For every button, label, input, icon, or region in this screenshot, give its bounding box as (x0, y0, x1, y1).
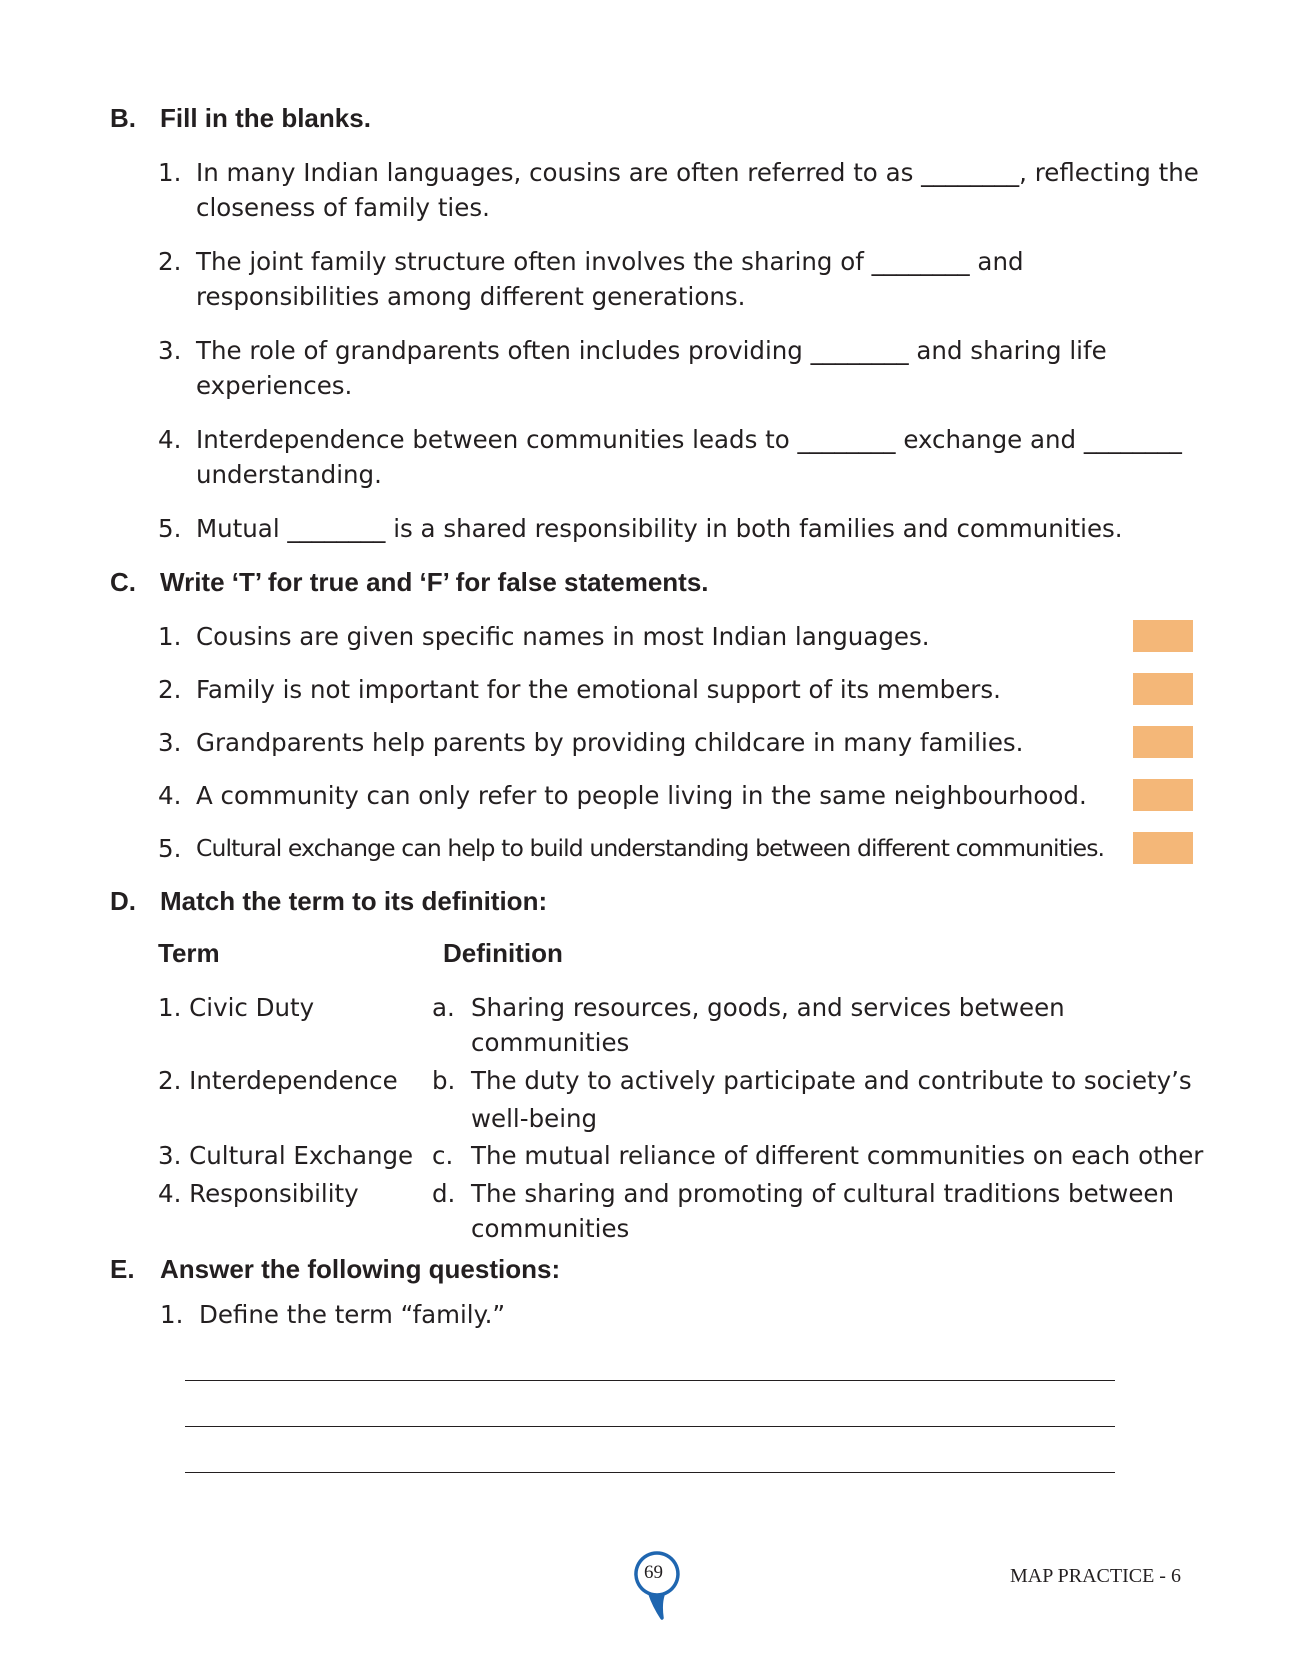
term-column-header: Term (158, 938, 220, 968)
definition-text-line1: The duty to actively participate and contribute to society’s (471, 1066, 1192, 1095)
term-1: 1. Civic Duty (158, 993, 315, 1022)
section-d-letter: D. (110, 886, 136, 916)
fill-blank-item-1 (158, 155, 1198, 225)
item-number: 5. (158, 834, 182, 863)
item-number: 2. (158, 247, 182, 276)
item-text: Cultural exchange can help to build understanding between different communities. (196, 834, 1105, 862)
item-text: A community can only refer to people living in the same neighbourhood. (196, 781, 1087, 810)
true-false-item-4 (158, 778, 1118, 813)
item-text-line2: understanding. (196, 460, 382, 489)
definition-column-header: Definition (443, 938, 563, 968)
answer-box-2[interactable] (1133, 673, 1193, 705)
item-text-line1: Interdependence between communities leads to ________ exchange and ________ (196, 425, 1182, 454)
item-number: 4. (158, 781, 182, 810)
section-b-heading (110, 103, 810, 133)
item-number: 1. (158, 622, 182, 651)
definition-letter: c. (432, 1141, 454, 1170)
definition-a (432, 990, 1192, 1060)
item-number: 3. (158, 336, 182, 365)
answer-line-2[interactable] (185, 1426, 1115, 1427)
book-title: MAP PRACTICE - 6 (1010, 1565, 1181, 1587)
definition-letter: d. (432, 1179, 456, 1208)
true-false-item-1 (158, 619, 1118, 654)
item-number: 4. (158, 425, 182, 454)
section-e-letter: E. (110, 1254, 135, 1284)
question-1: 1. Define the term “family.” (160, 1300, 506, 1329)
true-false-item-3 (158, 725, 1118, 760)
definition-c (432, 1138, 1202, 1173)
section-d-title: Match the term to its definition: (160, 886, 548, 916)
definition-b (432, 1063, 1192, 1135)
item-text: Grandparents help parents by providing childcare in many families. (196, 728, 1024, 757)
section-e-heading (110, 1254, 810, 1284)
definition-letter: b. (432, 1066, 456, 1095)
definition-text-line2: communities (471, 1214, 630, 1243)
fill-blank-item-5 (158, 511, 1198, 546)
item-text-line2: closeness of family ties. (196, 193, 490, 222)
item-number: 1. (158, 158, 182, 187)
item-text: Cousins are given specific names in most Indian languages. (196, 622, 930, 651)
answer-box-1[interactable] (1133, 620, 1193, 652)
section-d-heading (110, 886, 810, 916)
definition-text-line1: The sharing and promoting of cultural traditions between (471, 1179, 1174, 1208)
item-text-line1: In many Indian languages, cousins are often referred to as ________, reflecting the (196, 158, 1199, 187)
item-text-line1: The joint family structure often involves the sharing of ________ and (196, 247, 1024, 276)
answer-line-1[interactable] (185, 1380, 1115, 1381)
section-e-title: Answer the following questions: (160, 1254, 561, 1284)
definition-text-line1: The mutual reliance of different communities on each other (471, 1141, 1204, 1170)
answer-box-5[interactable] (1133, 832, 1193, 864)
section-b-title: Fill in the blanks. (160, 103, 371, 133)
definition-text-line2: well-being (471, 1104, 598, 1133)
fill-blank-item-4 (158, 422, 1198, 492)
section-c-heading (110, 567, 910, 597)
term-3: 3. Cultural Exchange (158, 1141, 414, 1170)
item-text-line2: responsibilities among different generations. (196, 282, 746, 311)
item-text-line2: experiences. (196, 371, 353, 400)
true-false-item-2 (158, 672, 1118, 707)
definition-letter: a. (432, 993, 455, 1022)
item-number: 5. (158, 514, 182, 543)
item-number: 2. (158, 675, 182, 704)
answer-box-3[interactable] (1133, 726, 1193, 758)
item-text-line1: Mutual ________ is a shared responsibility in both families and communities. (196, 514, 1123, 543)
item-text: Family is not important for the emotional support of its members. (196, 675, 1001, 704)
answer-line-3[interactable] (185, 1472, 1115, 1473)
fill-blank-item-2 (158, 244, 1198, 314)
answer-box-4[interactable] (1133, 779, 1193, 811)
term-2: 2. Interdependence (158, 1066, 398, 1095)
definition-d (432, 1176, 1192, 1246)
definition-text-line1: Sharing resources, goods, and services between (471, 993, 1065, 1022)
item-text-line1: The role of grandparents often includes providing ________ and sharing life (196, 336, 1107, 365)
definition-text-line2: communities (471, 1028, 630, 1057)
term-4: 4. Responsibility (158, 1179, 359, 1208)
item-number: 3. (158, 728, 182, 757)
section-b-letter: B. (110, 103, 136, 133)
section-c-letter: C. (110, 567, 136, 597)
page-number: 69 (644, 1562, 663, 1583)
fill-blank-item-3 (158, 333, 1198, 403)
section-c-title: Write ‘T’ for true and ‘F’ for false statements. (160, 567, 709, 597)
true-false-item-5 (158, 831, 1123, 866)
